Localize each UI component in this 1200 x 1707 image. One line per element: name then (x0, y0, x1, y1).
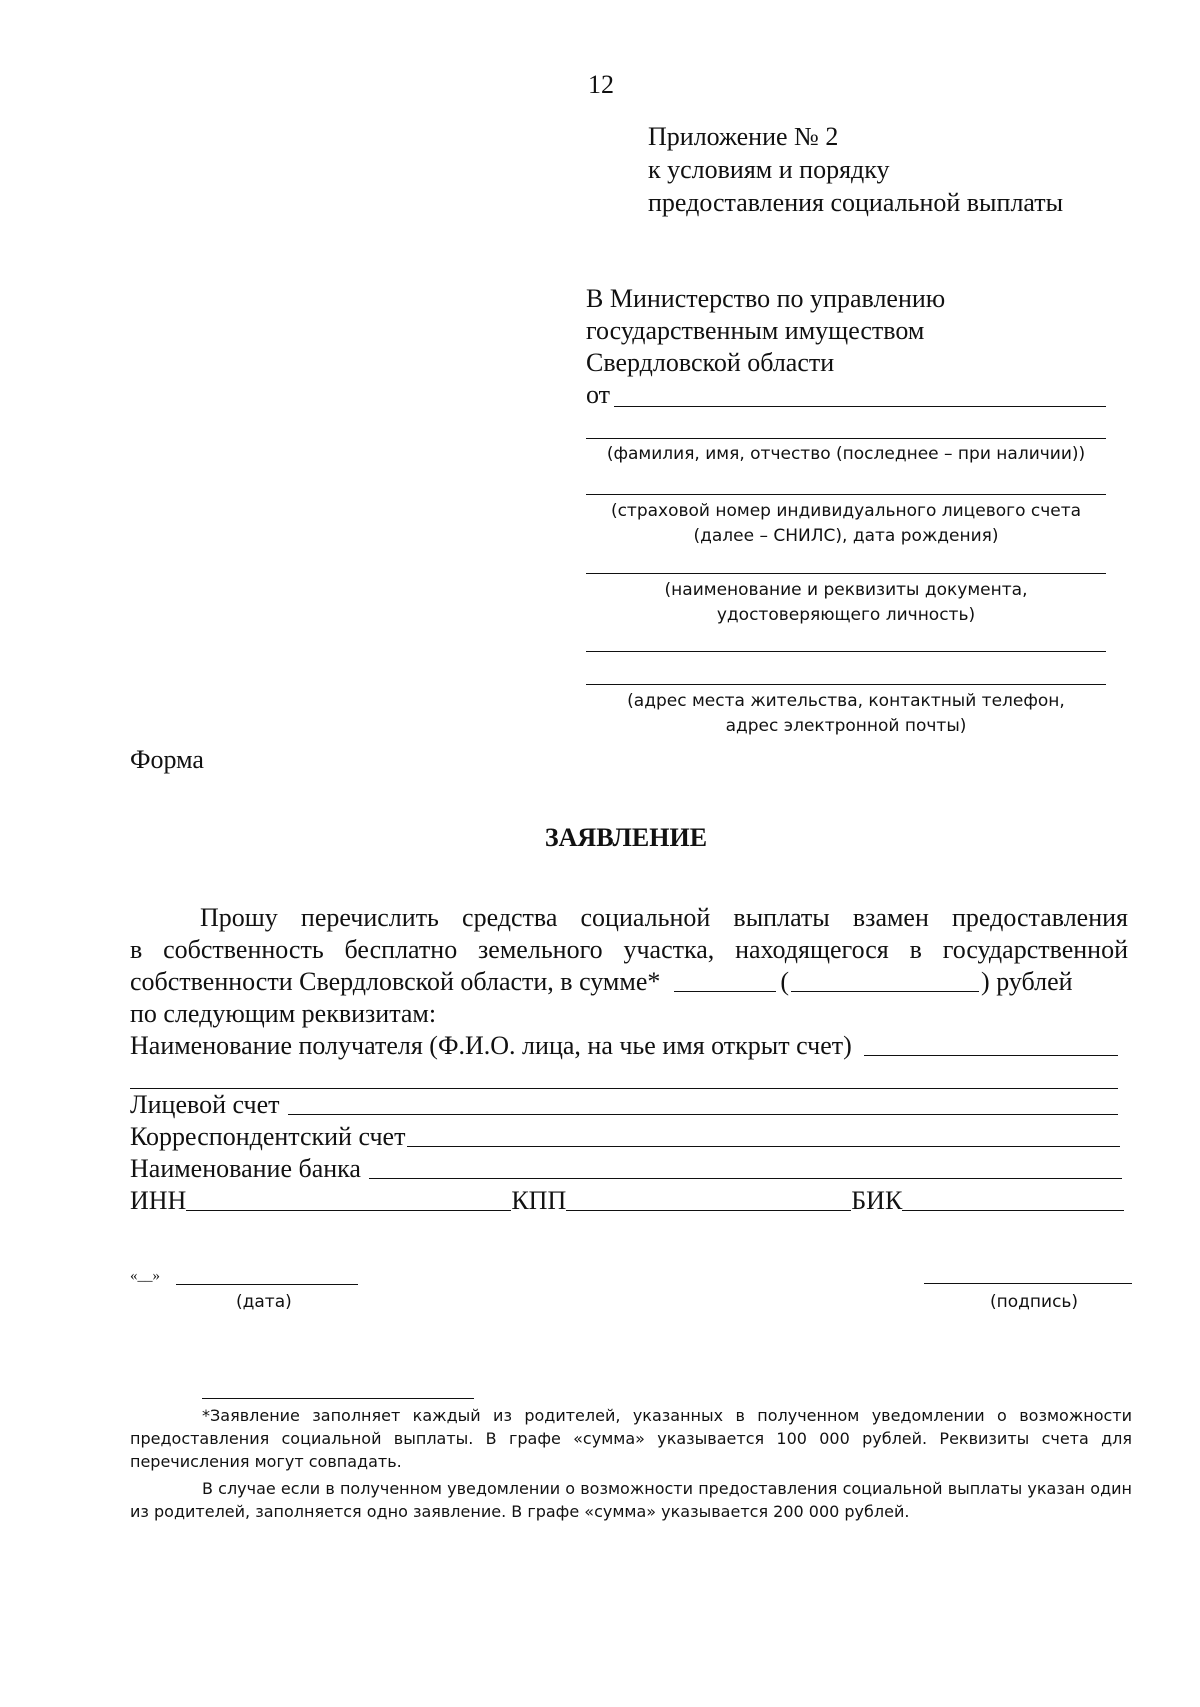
date-quote: «__» (130, 1268, 160, 1284)
appendix-line-2: к условиям и порядку (648, 155, 890, 184)
id-document-caption (586, 578, 1106, 628)
address-field-line-1[interactable] (586, 651, 1106, 652)
addressee-line-1: В Министерство по управлению (586, 284, 946, 313)
sum-field[interactable] (674, 990, 776, 992)
appendix-block (648, 120, 1063, 219)
appendix-line-1: Приложение № 2 (648, 122, 839, 151)
fio-caption (586, 442, 1106, 467)
recipient-row (130, 1030, 1118, 1062)
signature-caption: (подпись) (990, 1292, 1079, 1312)
body-line-1: Прошу перечислить средства социальной выплаты взамен предоставления (200, 903, 1128, 932)
account-field[interactable] (288, 1113, 1118, 1115)
date-caption: (дата) (236, 1292, 292, 1312)
address-caption (586, 689, 1106, 739)
footnote (130, 1404, 1132, 1523)
date-field-line[interactable] (176, 1284, 358, 1285)
signature-field-line[interactable] (924, 1283, 1132, 1284)
bik-label: БИК (851, 1186, 903, 1215)
corr-account-label: Корреспондентский счет (130, 1122, 406, 1151)
body-line-2: в собственность бесплатно земельного участка, находящегося в государственной (130, 935, 1128, 964)
bank-label: Наименование банка (130, 1154, 361, 1183)
snils-caption-line-1: (страховой номер индивидуального лицевого счета (610, 501, 1082, 521)
snils-caption (586, 499, 1106, 549)
kpp-label: КПП (511, 1186, 567, 1215)
fio-field-line[interactable] (586, 438, 1106, 439)
document-title: ЗАЯВЛЕНИЕ (544, 823, 708, 852)
sum-paren-open: ( (780, 967, 790, 996)
id-document-caption-line-2: удостоверяющего личность) (716, 605, 976, 625)
body-line-3 (130, 966, 1128, 998)
address-caption-line-2: адрес электронной почты) (725, 716, 967, 736)
inn-field[interactable] (186, 1209, 511, 1211)
recipient-label: Наименование получателя (Ф.И.О. лица, на чье имя открыт счет) (130, 1031, 852, 1060)
body-line-4: по следующим реквизитам: (130, 999, 437, 1028)
from-field-line[interactable] (614, 406, 1106, 407)
account-label: Лицевой счет (130, 1090, 280, 1119)
appendix-line-3: предоставления социальной выплаты (648, 188, 1064, 217)
from-label: от (586, 380, 611, 409)
addressee-block (586, 283, 945, 379)
form-label: Форма (130, 745, 204, 774)
statement-body (130, 902, 1128, 1217)
kpp-field[interactable] (566, 1209, 851, 1211)
bank-field[interactable] (369, 1177, 1122, 1179)
id-document-field-line[interactable] (586, 573, 1106, 574)
addressee-line-2: государственным имуществом (586, 316, 925, 345)
footnote-paragraph-2: В случае если в полученном уведомлении о возможности предоставления социальной выплаты указан один из родителей, заполняется одно заявление. В графе «сумма» указывается 200 000 рублей. (130, 1479, 1132, 1521)
recipient-field[interactable] (864, 1054, 1118, 1056)
snils-field-line[interactable] (586, 494, 1106, 495)
footnote-paragraph-1: *Заявление заполняет каждый из родителей, указанных в полученном уведомлении о возможности предоставления социальной выплаты. В графе «сумма» указывается 100 000 рублей. Реквизиты счета для перечисления могут совпадать. (130, 1406, 1132, 1471)
bik-field[interactable] (902, 1209, 1124, 1211)
page-number: 12 (588, 70, 614, 99)
footnote-separator (202, 1398, 474, 1399)
corr-account-field[interactable] (407, 1145, 1120, 1147)
sum-words-field[interactable] (791, 990, 979, 992)
account-row (130, 1089, 1118, 1121)
addressee-line-3: Свердловской области (586, 348, 835, 377)
inn-kpp-bik-row (130, 1185, 1124, 1217)
sum-label: собственности Свердловской области, в сумме* (130, 967, 661, 996)
address-caption-line-1: (адрес места жительства, контактный телефон, (627, 691, 1065, 711)
snils-caption-line-2: (далее – СНИЛС), дата рождения) (693, 526, 999, 546)
corr-account-row (130, 1121, 1120, 1153)
inn-label: ИНН (130, 1186, 187, 1215)
id-document-caption-line-1: (наименование и реквизиты документа, (664, 580, 1028, 600)
address-field-line-2[interactable] (586, 684, 1106, 685)
recipient-field-line-2[interactable] (130, 1062, 1118, 1089)
sum-currency: ) рублей (981, 967, 1073, 996)
fio-caption-text: (фамилия, имя, отчество (последнее – при наличии)) (606, 444, 1086, 464)
bank-row (130, 1153, 1122, 1185)
